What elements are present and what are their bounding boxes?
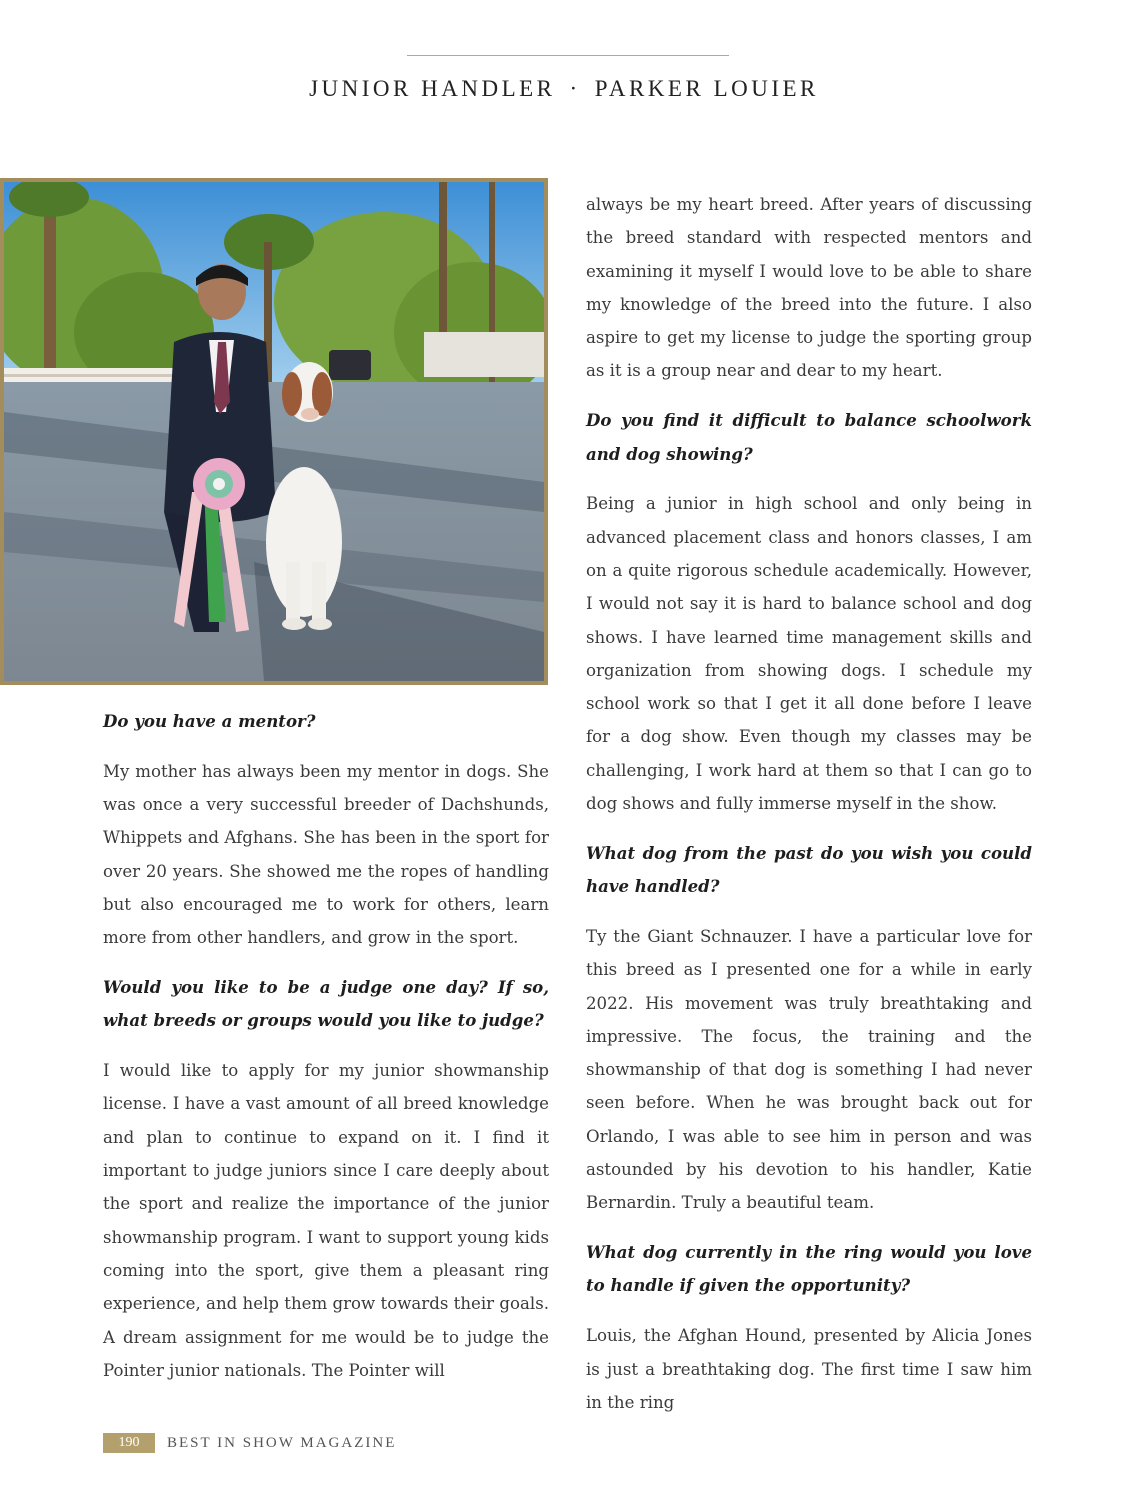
feature-photo bbox=[0, 178, 548, 685]
answer-judge: I would like to apply for my junior showmanship license. I have a vast amount of all breed knowledge and plan to continue to expand on it. I find it important to judge juniors since I care deeply about the sport and realize the importance of the junior showmanship program. I want to support young kids coming into the sport, give them a pleasant ring experience, and help them grow towards their goals. A dream assignment for me would be to judge the Pointer junior nationals. The Pointer will bbox=[103, 1061, 549, 1380]
page-footer bbox=[103, 1433, 396, 1453]
question-balance: Do you find it difficult to balance schoolwork and dog showing? bbox=[586, 410, 1032, 464]
answer-current-dog: Louis, the Afghan Hound, presented by Alicia Jones is just a breathtaking dog. The first time I saw him in the ring bbox=[586, 1326, 1032, 1412]
page-number: 190 bbox=[103, 1433, 155, 1453]
header-separator: · bbox=[569, 76, 581, 101]
header-name: PARKER LOUIER bbox=[594, 76, 819, 101]
left-column bbox=[103, 705, 549, 1404]
question-judge: Would you like to be a judge one day? If so, what breeds or groups would you like to judge? bbox=[103, 977, 549, 1031]
answer-judge-continued: always be my heart breed. After years of discussing the breed standard with respected mentors and examining it myself I would love to be able to share my knowledge of the breed into the future. I also aspire to get my license to judge the sporting group as it is a group near and dear to my heart. bbox=[586, 195, 1032, 381]
header-section: JUNIOR HANDLER bbox=[309, 76, 556, 101]
answer-past-dog: Ty the Giant Schnauzer. I have a particular love for this breed as I presented one for a while in early 2022. His movement was truly breathtaking and impressive. The focus, the training and the showmanship of that dog is something I had never seen before. When he was brought back out for Orlando, I was able to see him in person and was astounded by his devotion to his handler, Katie Bernardin. Truly a beautiful team. bbox=[586, 926, 1032, 1213]
answer-balance: Being a junior in high school and only being in advanced placement class and honors classes, I am on a quite rigorous schedule academically. However, I would not say it is hard to balance school and dog shows. I have learned time management skills and organization from showing dogs. I schedule my school work so that I get it all done before I leave for a dog show. Even though my classes may be challenging, I work hard at them so that I can go to dog shows and fully immerse myself in the show. bbox=[586, 494, 1032, 814]
photo-illustration bbox=[4, 182, 544, 681]
question-past-dog: What dog from the past do you wish you could have handled? bbox=[586, 842, 1032, 897]
page-header bbox=[0, 76, 1128, 102]
answer-mentor: My mother has always been my mentor in dogs. She was once a very successful breeder of Dachshunds, Whippets and Afghans. She has been in the sport for over 20 years. She showed me the ropes of handling but also encouraged me to work for others, learn more from other handlers, and grow in the sport. bbox=[103, 761, 549, 948]
question-mentor: Do you have a mentor? bbox=[103, 711, 316, 731]
header-rule bbox=[407, 55, 729, 56]
question-current-dog: What dog currently in the ring would you love to handle if given the opportunity? bbox=[586, 1242, 1032, 1296]
right-column bbox=[586, 188, 1032, 1436]
publication-name: BEST IN SHOW MAGAZINE bbox=[167, 1434, 397, 1451]
